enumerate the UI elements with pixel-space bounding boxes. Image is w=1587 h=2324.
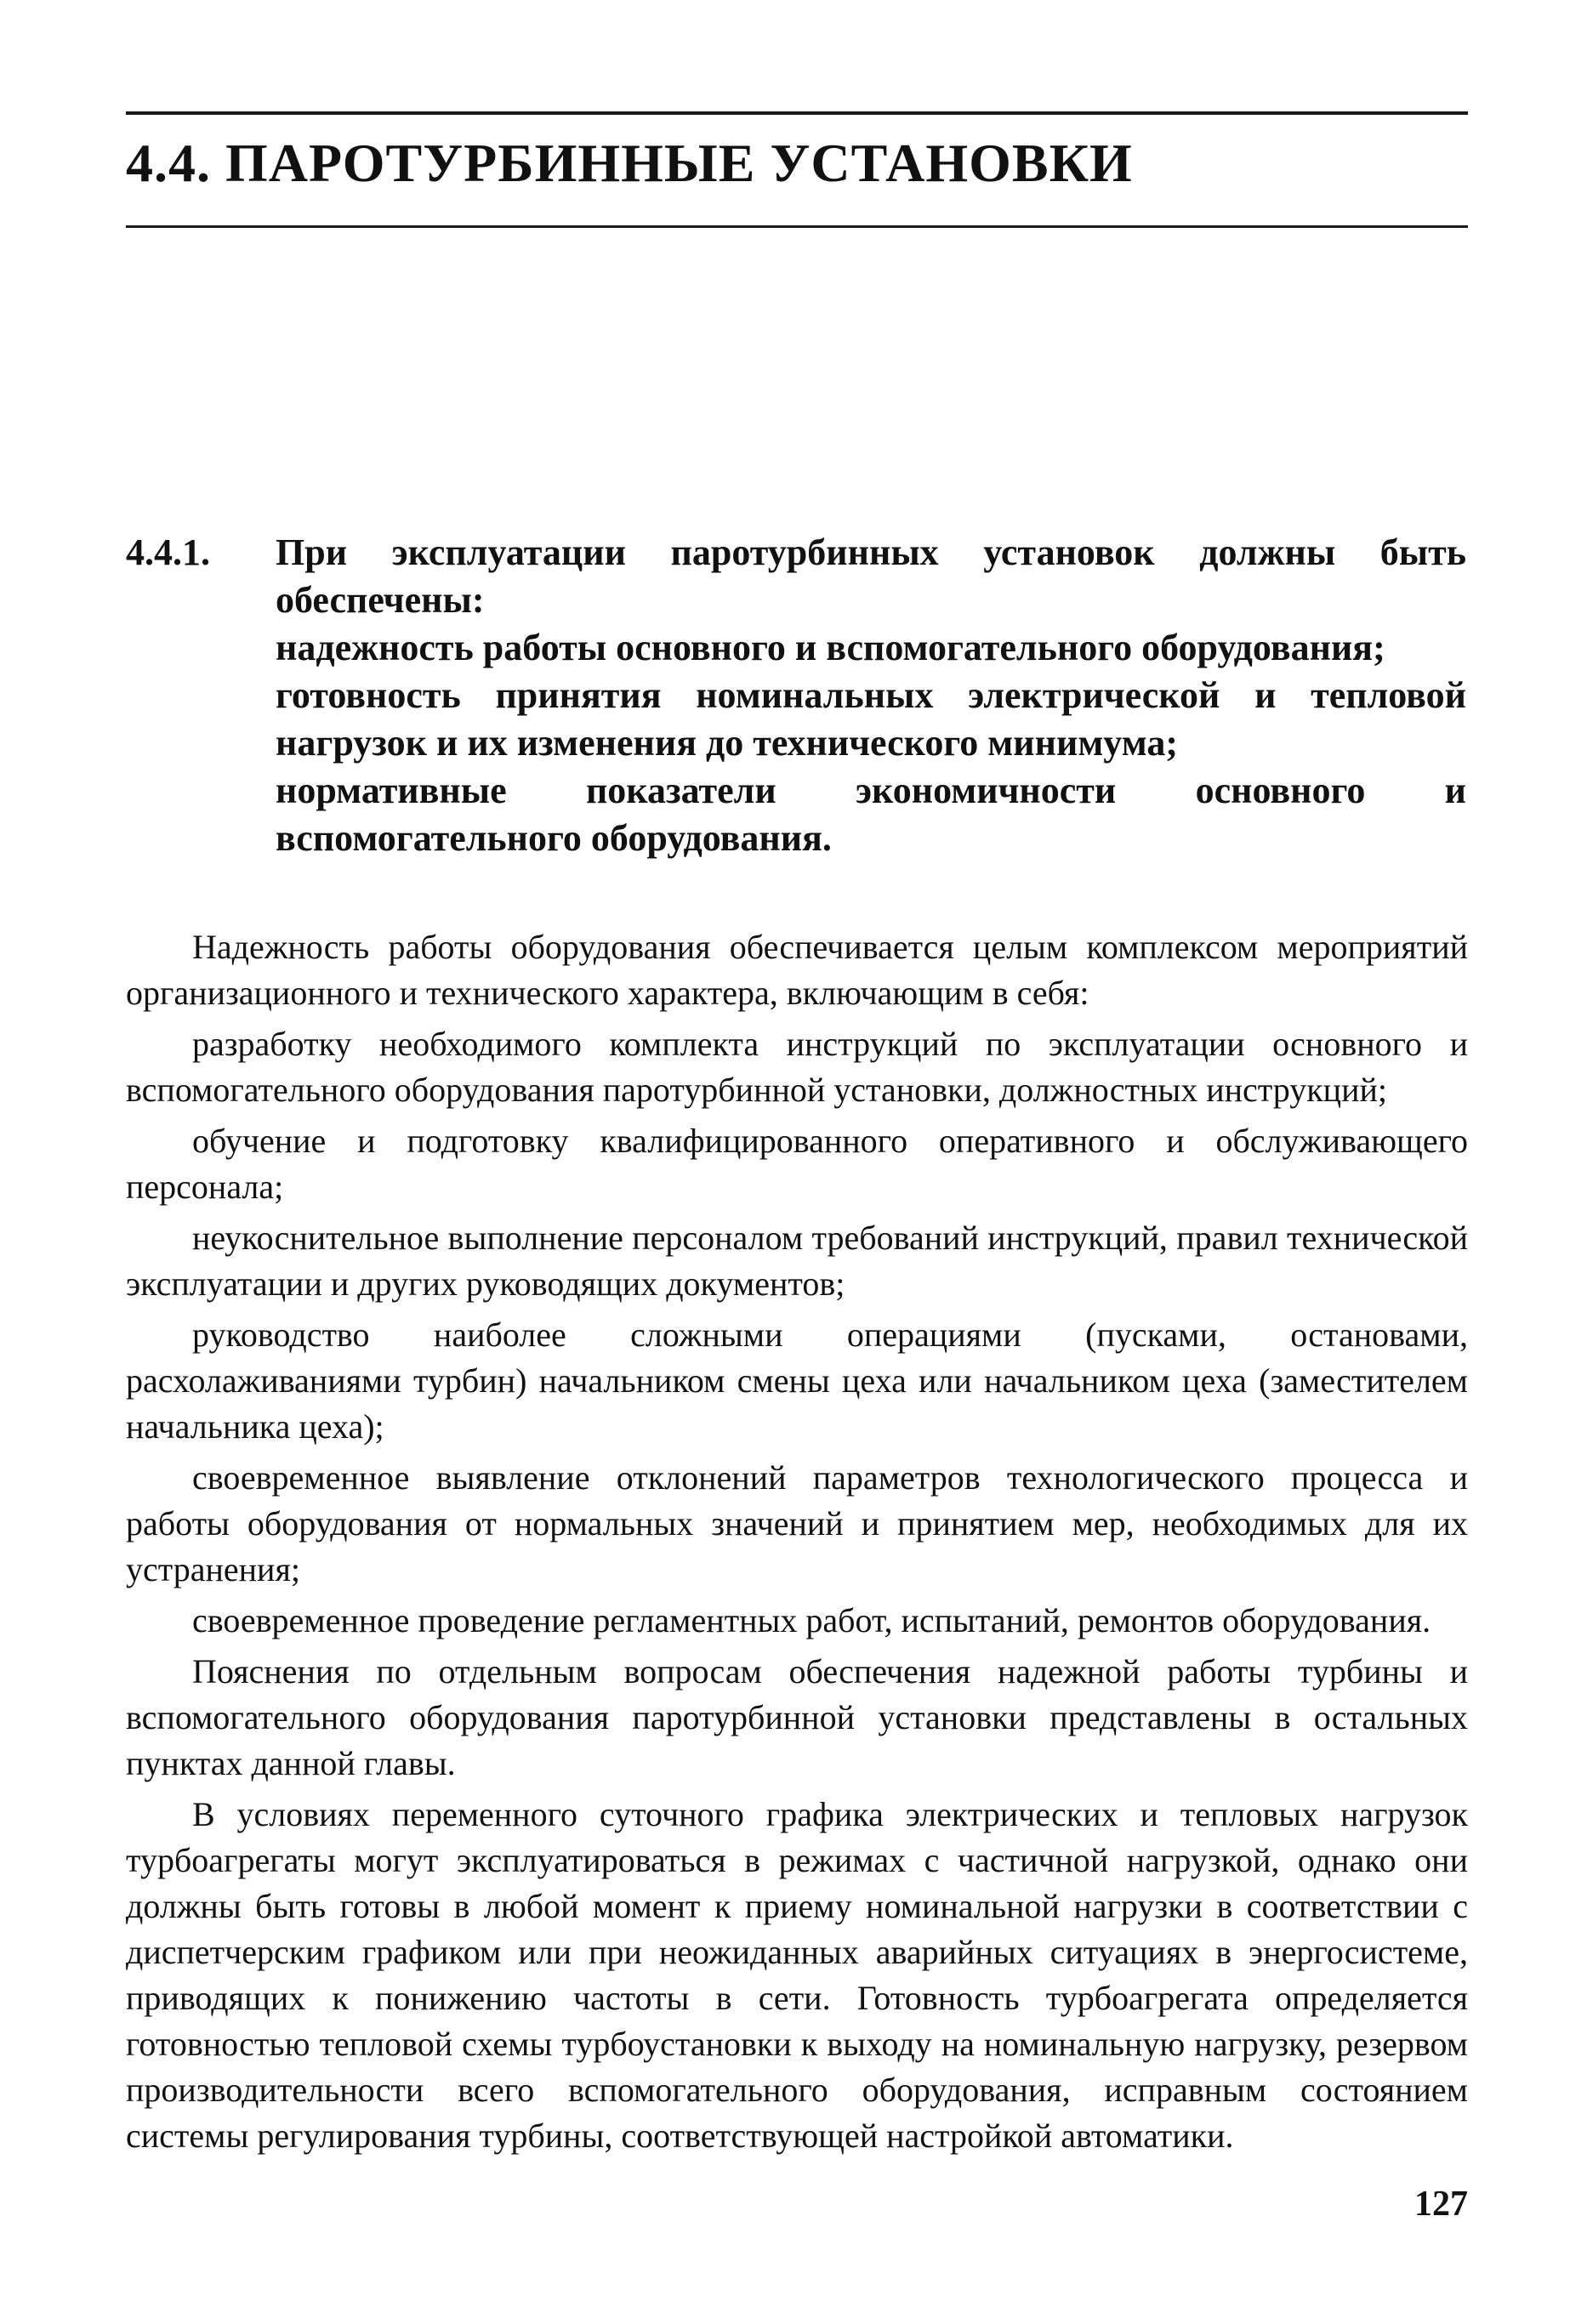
paragraph: разработку необходимого комплекта инструкций по эксплуатации основного и вспомогательного оборудования паротурбинной установки, должностных инструкций; [126,1025,1468,1109]
paragraph: руководство наиболее сложными операциями (пусками, остановами, расхолаживаниями турбин) начальником смены цеха или начальником цеха (заместителем начальника цеха); [126,1315,1468,1446]
paragraph: неукоснительное выполнение персоналом требований инструкций, правил технической эксплуатации и других руководящих документов; [126,1219,1468,1303]
body-text [126,924,1468,2164]
requirement-item: готовность принятия номинальных электрической и тепловой нагрузок и их изменения до технического минимума; [276,674,1466,764]
requirement-item: надежность работы основного и вспомогательного оборудования; [276,627,1385,668]
section-number: 4.4.1. [126,531,210,573]
requirement-item: нормативные показатели экономичности основного и вспомогательного оборудования. [276,770,1466,859]
title-underline [126,225,1468,228]
paragraph: своевременное проведение регламентных работ, испытаний, ремонтов оборудования. [192,1601,1431,1639]
section-requirements [276,529,1466,862]
page-number: 127 [1414,2185,1468,2224]
top-rule [126,111,1468,115]
paragraph: своевременное выявление отклонений параметров технологического процесса и работы оборудования от нормальных значений и принятием мер, необходимых для их устранения; [126,1458,1468,1588]
section-lead: При эксплуатации паротурбинных установок должны быть обеспечены: [276,531,1466,621]
paragraph: Надежность работы оборудования обеспечивается целым комплексом мероприятий организационного и технического характера, включающим в себя: [126,928,1468,1012]
chapter-title: 4.4. ПАРОТУРБИННЫЕ УСТАНОВКИ [126,133,1133,193]
paragraph: обучение и подготовку квалифицированного оперативного и обслуживающего персонала; [126,1122,1468,1206]
paragraph: В условиях переменного суточного графика электрических и тепловых нагрузок турбоагрегаты могут эксплуатироваться в режимах с частичной нагрузкой, однако они должны быть готовы в любой момент к приему номинальной нагрузки в соответствии с диспетчерским графиком или при неожиданных аварийных ситуациях в энергосистеме, приводящих к понижению частоты в сети. Готовность турбоагрегата определяется готовностью тепловой схемы турбоустановки к выходу на номинальную нагрузку, резервом производительности всего вспомогательного оборудования, исправным состоянием системы регулирования турбины, соответствующей настройкой автоматики. [126,1795,1468,2155]
paragraph: Пояснения по отдельным вопросам обеспечения надежной работы турбины и вспомогательного оборудования паротурбинной установки представлены в остальных пунктах данной главы. [126,1652,1468,1782]
